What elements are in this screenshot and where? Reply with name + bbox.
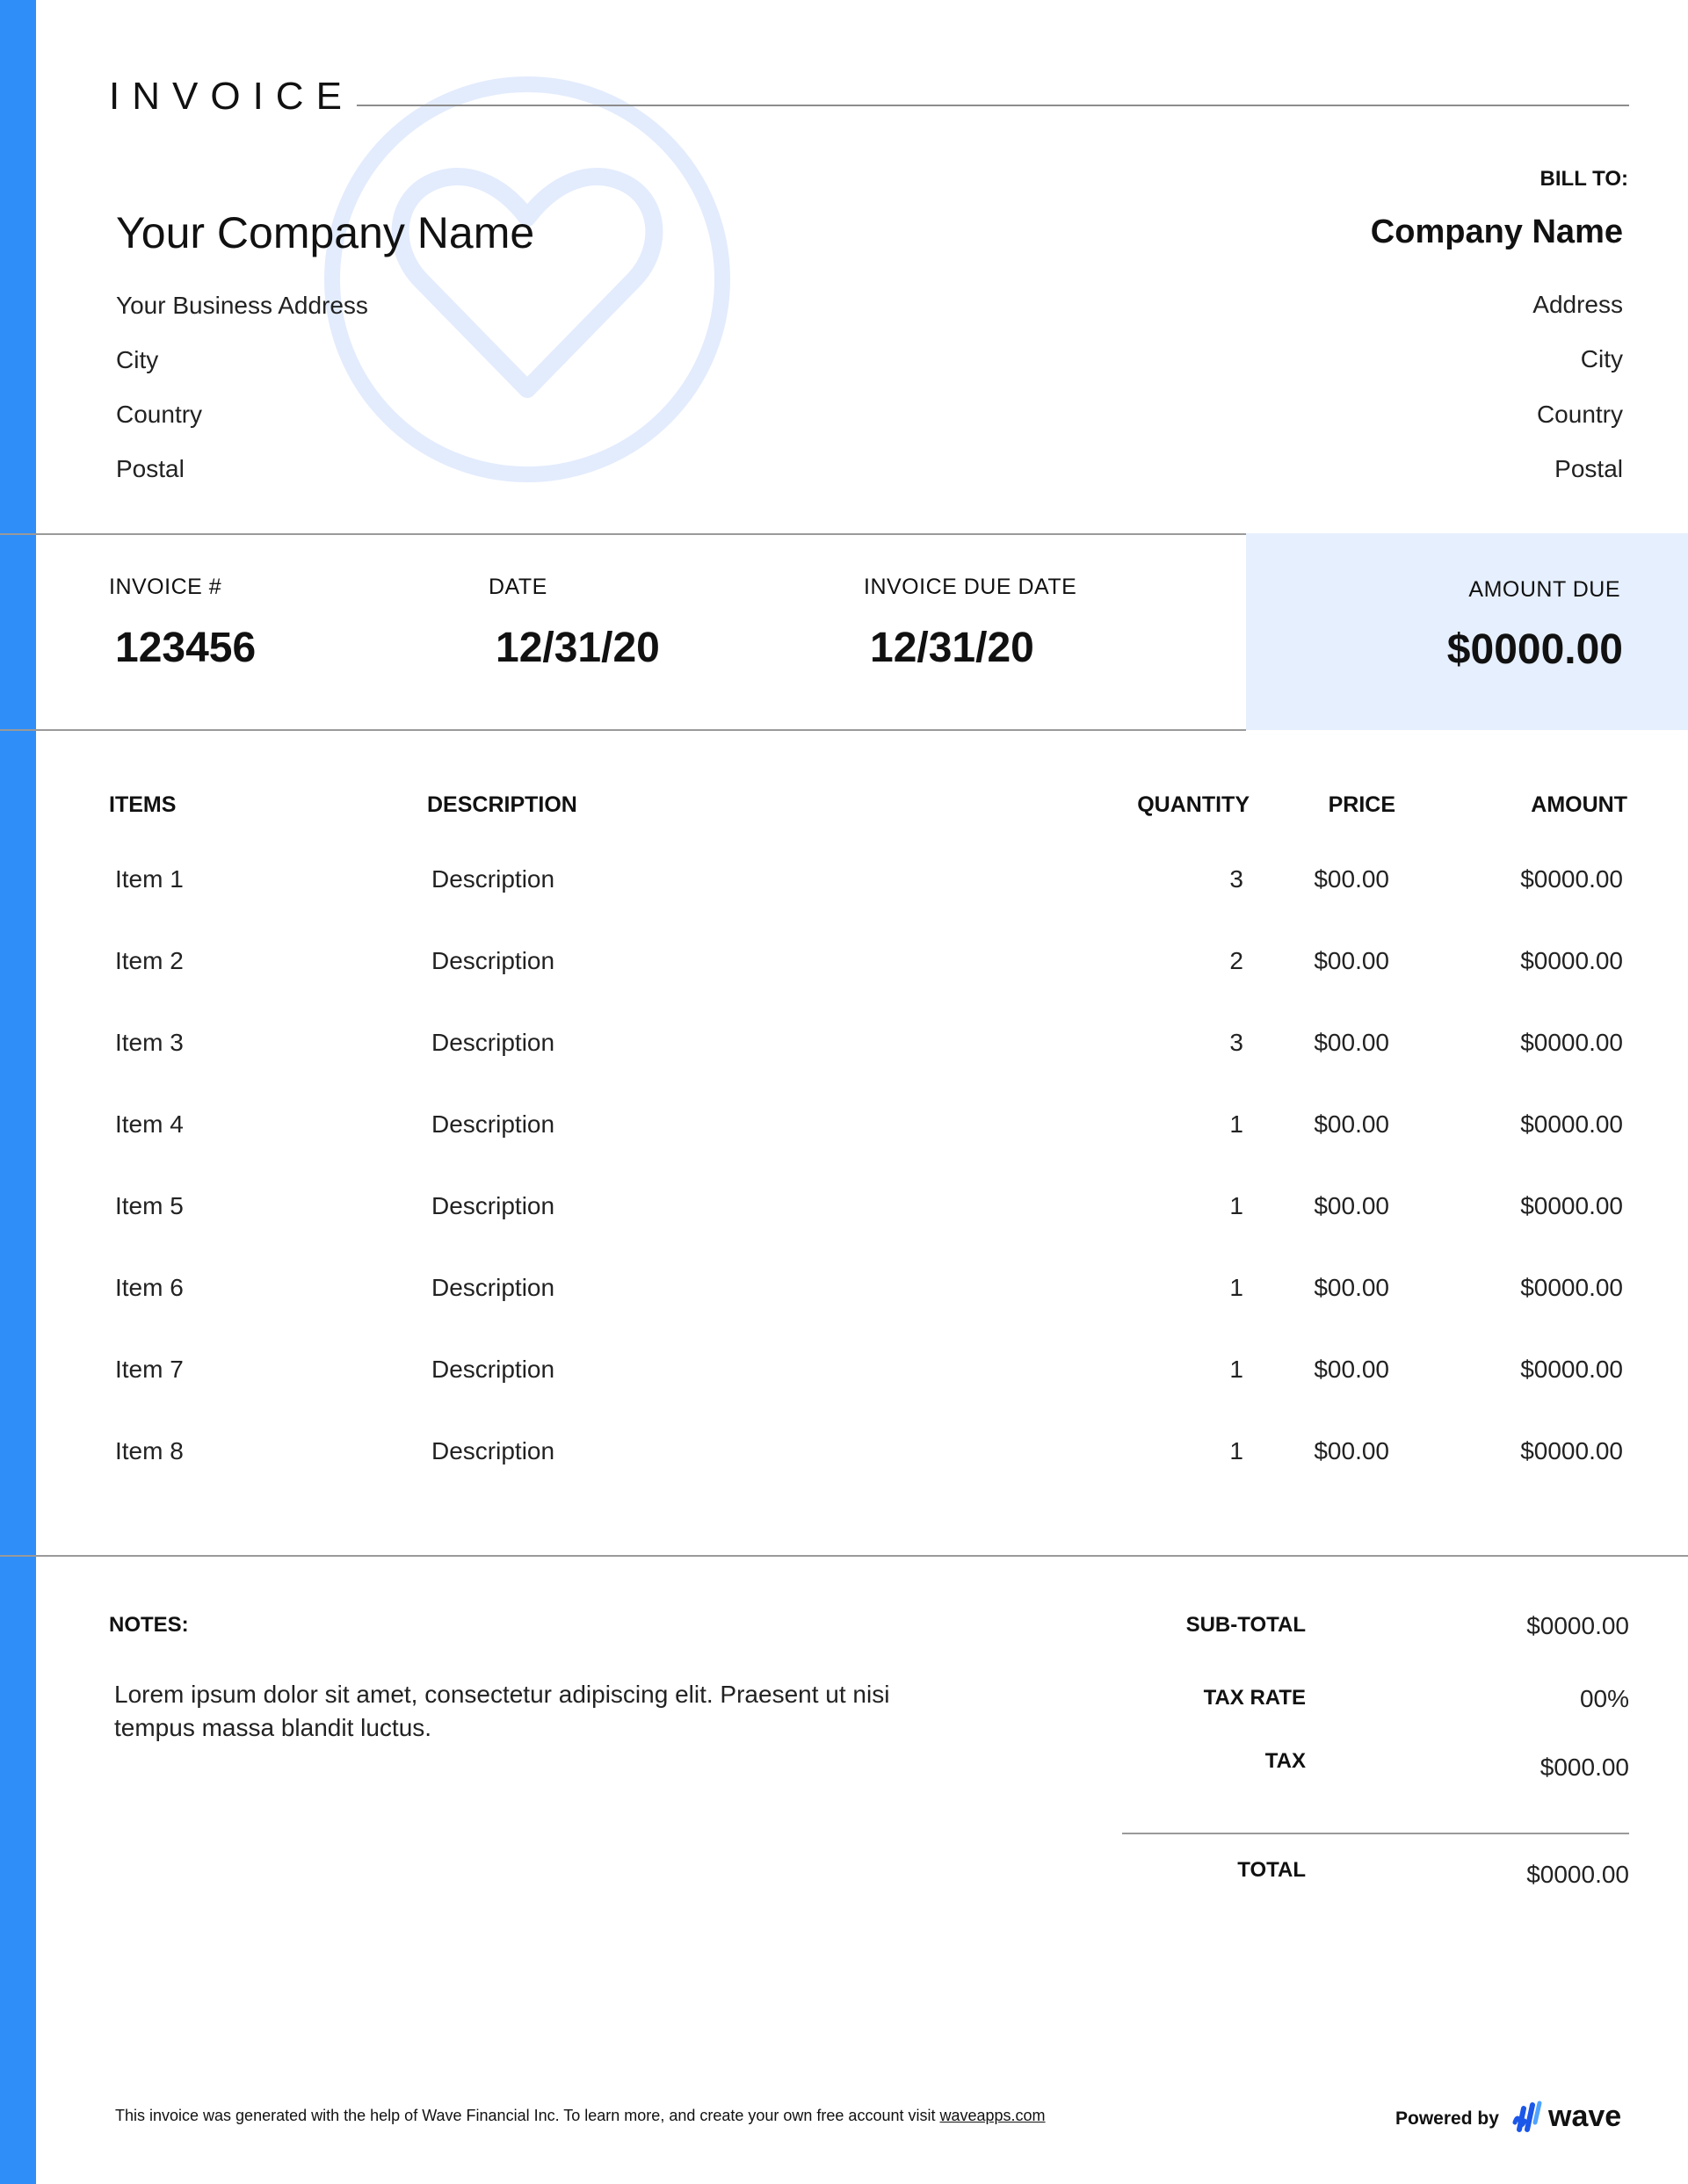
row-quantity: 3 — [1229, 1029, 1243, 1056]
bill-to-country: Country — [1536, 401, 1623, 428]
tax-rate-value: 00% — [1579, 1685, 1629, 1712]
table-row — [0, 1112, 1688, 1147]
table-row — [0, 1357, 1688, 1392]
tax-value: $000.00 — [1539, 1754, 1629, 1781]
row-description: Description — [431, 1356, 555, 1383]
notes-text: Lorem ipsum dolor sit amet, consectetur adipiscing elit. Praesent ut nisi tempus massa blandit luctus. — [114, 1681, 890, 1741]
title-divider — [357, 105, 1629, 106]
row-item: Item 1 — [115, 865, 184, 893]
row-quantity: 1 — [1229, 1110, 1243, 1138]
col-header-price: PRICE — [1328, 792, 1395, 817]
total-divider — [1122, 1833, 1629, 1834]
subtotal-label: SUB-TOTAL — [1185, 1613, 1306, 1637]
invoice-number-value: 123456 — [115, 625, 257, 671]
row-price: $00.00 — [1314, 947, 1389, 974]
row-quantity: 1 — [1229, 1437, 1243, 1464]
date-value: 12/31/20 — [496, 625, 660, 671]
col-header-description: DESCRIPTION — [427, 792, 577, 817]
row-quantity: 3 — [1229, 865, 1243, 893]
notes-label: NOTES: — [109, 1613, 189, 1637]
waveapps-link[interactable]: waveapps.com — [939, 2107, 1046, 2124]
row-amount: $0000.00 — [1520, 1274, 1623, 1301]
row-item: Item 5 — [115, 1192, 184, 1219]
row-price: $00.00 — [1314, 1356, 1389, 1383]
row-amount: $0000.00 — [1520, 1192, 1623, 1219]
row-item: Item 3 — [115, 1029, 184, 1056]
row-description: Description — [431, 1110, 555, 1138]
tax-rate-label: TAX RATE — [1203, 1686, 1306, 1710]
total-value: $0000.00 — [1526, 1861, 1629, 1888]
bill-to-name: Company Name — [1370, 213, 1623, 250]
row-quantity: 1 — [1229, 1192, 1243, 1219]
row-amount: $0000.00 — [1520, 1110, 1623, 1138]
col-header-amount: AMOUNT — [1531, 792, 1627, 817]
row-item: Item 8 — [115, 1437, 184, 1464]
row-quantity: 2 — [1229, 947, 1243, 974]
due-date-value: 12/31/20 — [870, 625, 1034, 671]
company-country: Country — [116, 401, 203, 428]
wave-brand-text: wave — [1548, 2100, 1622, 2133]
table-row — [0, 867, 1688, 902]
row-description: Description — [431, 1437, 555, 1464]
row-amount: $0000.00 — [1520, 947, 1623, 974]
row-description: Description — [431, 1029, 555, 1056]
row-price: $00.00 — [1314, 1192, 1389, 1219]
bill-to-address: Address — [1532, 291, 1623, 318]
company-postal: Postal — [116, 455, 185, 482]
footer-text: This invoice was generated with the help of Wave Financial Inc. To learn more, and create your own free account visit — [115, 2107, 940, 2124]
row-description: Description — [431, 1192, 555, 1219]
row-amount: $0000.00 — [1520, 1356, 1623, 1383]
row-price: $00.00 — [1314, 1110, 1389, 1138]
date-label: DATE — [489, 575, 547, 599]
invoice-title: INVOICE — [109, 75, 354, 118]
bill-to-city: City — [1580, 345, 1623, 372]
footer-disclaimer — [115, 2108, 1046, 2123]
table-bottom-divider — [0, 1555, 1688, 1557]
total-label: TOTAL — [1237, 1858, 1306, 1882]
row-price: $00.00 — [1314, 1029, 1389, 1056]
row-item: Item 2 — [115, 947, 184, 974]
row-description: Description — [431, 947, 555, 974]
row-price: $00.00 — [1314, 865, 1389, 893]
table-row — [0, 949, 1688, 984]
amount-due-value: $0000.00 — [1446, 626, 1623, 673]
amount-due-label: AMOUNT DUE — [1468, 577, 1620, 602]
table-row — [0, 1276, 1688, 1311]
company-name: Your Company Name — [116, 208, 535, 257]
table-row — [0, 1439, 1688, 1474]
wave-logo-icon — [1510, 2096, 1633, 2135]
accent-sidebar — [0, 0, 36, 2184]
row-price: $00.00 — [1314, 1274, 1389, 1301]
due-date-label: INVOICE DUE DATE — [864, 575, 1077, 599]
bill-to-label: BILL TO: — [1539, 167, 1628, 191]
bill-to-postal: Postal — [1554, 455, 1623, 482]
powered-by-label: Powered by — [1395, 2108, 1499, 2129]
row-item: Item 7 — [115, 1356, 184, 1383]
company-city: City — [116, 346, 159, 373]
row-item: Item 6 — [115, 1274, 184, 1301]
row-amount: $0000.00 — [1520, 1437, 1623, 1464]
subtotal-value: $0000.00 — [1526, 1612, 1629, 1639]
row-description: Description — [431, 1274, 555, 1301]
invoice-number-label: INVOICE # — [109, 575, 222, 599]
table-row — [0, 1194, 1688, 1229]
table-row — [0, 1031, 1688, 1066]
row-amount: $0000.00 — [1520, 1029, 1623, 1056]
row-item: Item 4 — [115, 1110, 184, 1138]
tax-label: TAX — [1264, 1749, 1306, 1773]
row-quantity: 1 — [1229, 1356, 1243, 1383]
meta-bottom-divider — [0, 729, 1246, 731]
col-header-quantity: QUANTITY — [1137, 792, 1250, 817]
row-amount: $0000.00 — [1520, 865, 1623, 893]
company-address: Your Business Address — [116, 292, 368, 319]
row-description: Description — [431, 865, 555, 893]
row-quantity: 1 — [1229, 1274, 1243, 1301]
heart-watermark-icon — [316, 69, 738, 490]
row-price: $00.00 — [1314, 1437, 1389, 1464]
col-header-items: ITEMS — [109, 792, 177, 817]
meta-top-divider — [0, 533, 1246, 535]
